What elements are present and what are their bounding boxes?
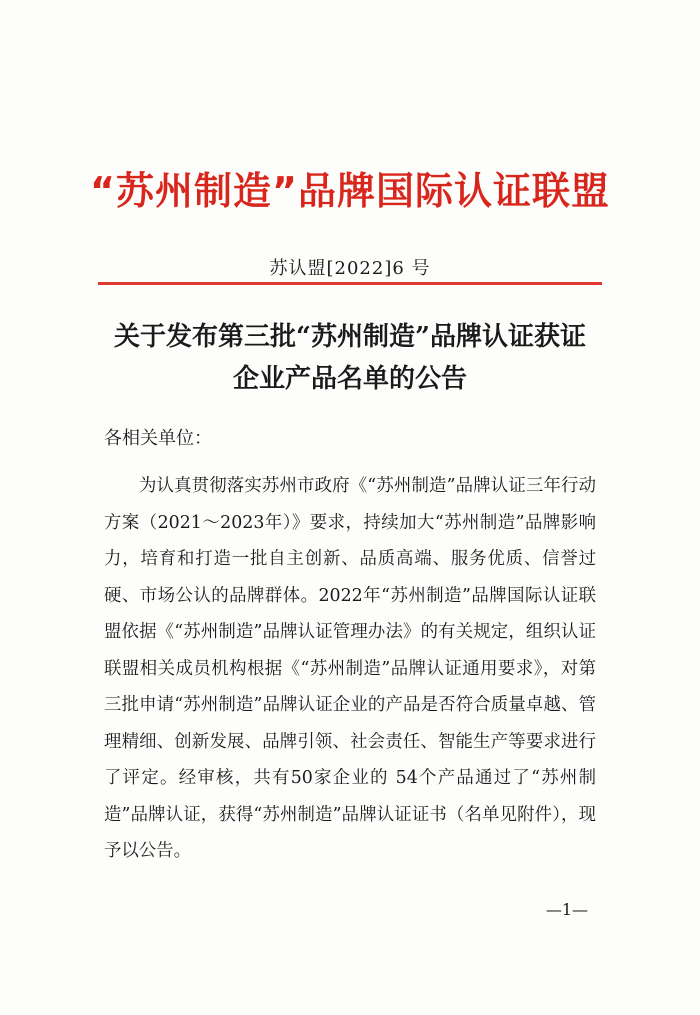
red-separator-line (98, 282, 602, 285)
body-paragraph: 为认真贯彻落实苏州市政府《“苏州制造”品牌认证三年行动方案（2021～2023年）》要求，持续加大“苏州制造”品牌影响力，培育和打造一批自主创新、品质高端、服务优质、信誉过硬、市场公认的品牌群体。2022年“苏州制造”品牌国际认证联盟依据《“苏州制造”品牌认证管理办法》的有关规定，组织认证联盟相关成员机构根据《“苏州制造”品牌认证通用要求》，对第三批申请“苏州制造”品牌认证企业的产品是否符合质量卓越、管理精细、创新发展、品牌引领、社会责任、智能生产等要求进行了评定。经审核，共有50家企业的 54个产品通过了“苏州制造”品牌认证，获得“苏州制造”品牌认证证书（名单见附件），现予以公告。 (104, 476, 596, 861)
announcement-title-line-2: 企业产品名单的公告 (232, 364, 467, 394)
document-number: 苏认盟[2022]6 号 (269, 258, 431, 279)
announcement-title-line-1: 关于发布第三批“苏州制造”品牌认证获证 (114, 322, 586, 352)
salutation: 各相关单位： (104, 428, 212, 449)
issuing-organization-header: “苏州制造”品牌国际认证联盟 (90, 169, 610, 213)
page-number: —1— (545, 900, 588, 919)
announcement-title (0, 316, 700, 400)
